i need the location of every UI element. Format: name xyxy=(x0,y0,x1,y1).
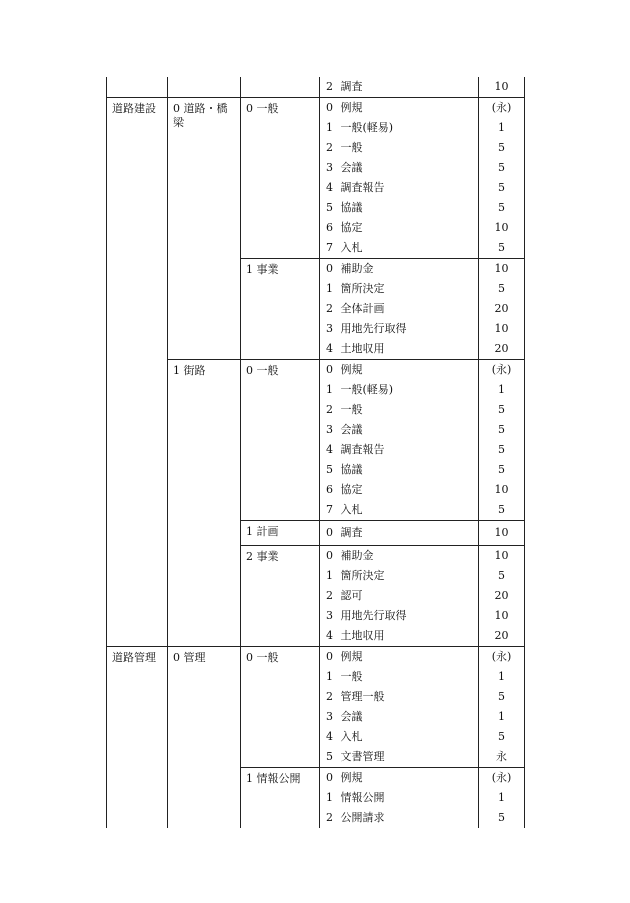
retention-cell: 1 xyxy=(479,667,525,687)
item-name: 箇所決定 xyxy=(340,282,385,295)
category-cell xyxy=(241,521,320,546)
item-code: 1 xyxy=(326,569,333,582)
item-cell xyxy=(320,521,479,546)
item-cell xyxy=(320,238,479,259)
item-name: 認可 xyxy=(340,589,363,602)
item-code: 4 xyxy=(326,342,333,355)
item-code: 3 xyxy=(326,710,333,723)
category-cell xyxy=(241,360,320,521)
item-name: 調査 xyxy=(340,526,363,539)
retention-cell: 20 xyxy=(479,626,525,647)
item-cell xyxy=(320,198,479,218)
item-cell xyxy=(320,747,479,768)
retention-cell: 10 xyxy=(479,77,525,98)
item-cell xyxy=(320,480,479,500)
item-cell xyxy=(320,788,479,808)
item-name: 例規 xyxy=(340,771,363,784)
item-cell xyxy=(320,687,479,707)
item-code: 2 xyxy=(326,403,333,416)
item-cell xyxy=(320,158,479,178)
item-code: 2 xyxy=(326,690,333,703)
item-code: 0 xyxy=(326,771,333,784)
item-name: 入札 xyxy=(340,730,363,743)
item-name: 文書管理 xyxy=(340,750,385,763)
item-name: 土地収用 xyxy=(340,629,385,642)
retention-cell: 20 xyxy=(479,299,525,319)
retention-cell: 5 xyxy=(479,500,525,521)
retention-cell: (永) xyxy=(479,98,525,119)
item-code: 0 xyxy=(326,549,333,562)
subgroup-code: 0 xyxy=(173,102,180,115)
retention-cell: (永) xyxy=(479,647,525,668)
category-cell xyxy=(241,259,320,360)
item-code: 7 xyxy=(326,503,333,516)
category-cell xyxy=(241,647,320,768)
item-cell xyxy=(320,218,479,238)
retention-cell: 5 xyxy=(479,178,525,198)
category-code: 0 xyxy=(246,102,253,115)
item-code: 4 xyxy=(326,443,333,456)
category-cell xyxy=(241,77,320,98)
retention-cell: 1 xyxy=(479,788,525,808)
item-code: 2 xyxy=(326,141,333,154)
retention-cell: 20 xyxy=(479,339,525,360)
item-code: 2 xyxy=(326,302,333,315)
item-cell xyxy=(320,566,479,586)
item-cell xyxy=(320,299,479,319)
item-code: 1 xyxy=(326,121,333,134)
item-name: 土地収用 xyxy=(340,342,385,355)
item-name: 調査報告 xyxy=(340,443,385,456)
category-name: 事業 xyxy=(256,550,279,563)
item-name: 一般(軽易) xyxy=(340,383,394,396)
section-cell xyxy=(107,77,168,98)
item-cell xyxy=(320,279,479,299)
item-name: 一般 xyxy=(340,670,363,683)
item-code: 1 xyxy=(326,282,333,295)
retention-cell: 5 xyxy=(479,420,525,440)
category-cell xyxy=(241,768,320,829)
item-name: 例規 xyxy=(340,363,363,376)
item-cell xyxy=(320,606,479,626)
continuation-row xyxy=(107,77,525,98)
item-name: 例規 xyxy=(340,650,363,663)
item-code: 4 xyxy=(326,629,333,642)
item-cell xyxy=(320,500,479,521)
item-name: 補助金 xyxy=(340,262,374,275)
item-code: 0 xyxy=(326,363,333,376)
item-code: 2 xyxy=(326,589,333,602)
item-name: 例規 xyxy=(340,101,363,114)
item-cell xyxy=(320,546,479,567)
category-code: 1 xyxy=(246,772,253,785)
item-code: 2 xyxy=(326,811,333,824)
item-cell xyxy=(320,360,479,381)
retention-cell: 5 xyxy=(479,158,525,178)
category-code: 1 xyxy=(246,263,253,276)
item-name: 用地先行取得 xyxy=(340,609,407,622)
item-cell xyxy=(320,380,479,400)
retention-cell: 20 xyxy=(479,586,525,606)
item-name: 一般(軽易) xyxy=(340,121,394,134)
retention-cell: 5 xyxy=(479,687,525,707)
retention-cell: 1 xyxy=(479,118,525,138)
retention-cell: 5 xyxy=(479,566,525,586)
retention-cell: 1 xyxy=(479,707,525,727)
item-code: 1 xyxy=(326,670,333,683)
retention-cell: 5 xyxy=(479,138,525,158)
item-name: 情報公開 xyxy=(340,791,385,804)
subgroup-cell xyxy=(168,77,241,98)
retention-cell: 10 xyxy=(479,259,525,280)
item-code: 3 xyxy=(326,609,333,622)
item-code: 1 xyxy=(326,791,333,804)
item-cell xyxy=(320,77,479,98)
category-code: 1 xyxy=(246,525,253,538)
item-name: 管理一般 xyxy=(340,690,385,703)
item-cell xyxy=(320,138,479,158)
item-code: 4 xyxy=(326,181,333,194)
item-name: 入札 xyxy=(340,503,363,516)
subgroup-cell xyxy=(168,360,241,647)
table-row xyxy=(107,647,525,668)
item-name: 一般 xyxy=(340,403,363,416)
item-cell xyxy=(320,808,479,828)
item-code: 5 xyxy=(326,750,333,763)
item-code: 0 xyxy=(326,526,333,539)
item-code: 5 xyxy=(326,201,333,214)
item-cell xyxy=(320,420,479,440)
section-name: 道路建設 xyxy=(107,98,168,647)
category-name: 一般 xyxy=(256,651,279,664)
retention-cell: 10 xyxy=(479,521,525,546)
retention-cell: 10 xyxy=(479,319,525,339)
item-code: 0 xyxy=(326,101,333,114)
subgroup-name: 道路・橋梁 xyxy=(173,102,228,129)
item-name: 協定 xyxy=(340,483,363,496)
item-name: 補助金 xyxy=(340,549,374,562)
retention-cell: (永) xyxy=(479,768,525,789)
subgroup-name: 街路 xyxy=(183,364,206,377)
category-name: 一般 xyxy=(256,102,279,115)
item-cell xyxy=(320,118,479,138)
subgroup-cell xyxy=(168,647,241,829)
retention-cell: 10 xyxy=(479,546,525,567)
item-name: 調査 xyxy=(340,80,363,93)
item-code: 6 xyxy=(326,221,333,234)
subgroup-code: 0 xyxy=(173,651,180,664)
item-code: 3 xyxy=(326,423,333,436)
retention-cell: 1 xyxy=(479,380,525,400)
retention-cell: 5 xyxy=(479,279,525,299)
retention-cell: 5 xyxy=(479,460,525,480)
category-code: 0 xyxy=(246,364,253,377)
item-cell xyxy=(320,727,479,747)
item-code: 1 xyxy=(326,383,333,396)
retention-cell: 5 xyxy=(479,440,525,460)
item-code: 3 xyxy=(326,161,333,174)
item-name: 会議 xyxy=(340,161,363,174)
category-cell xyxy=(241,546,320,647)
item-cell xyxy=(320,319,479,339)
retention-cell: 10 xyxy=(479,606,525,626)
item-name: 協定 xyxy=(340,221,363,234)
category-code: 0 xyxy=(246,651,253,664)
category-name: 情報公開 xyxy=(256,772,301,785)
category-name: 計画 xyxy=(256,525,279,538)
item-cell xyxy=(320,178,479,198)
item-cell xyxy=(320,707,479,727)
item-cell xyxy=(320,647,479,668)
item-name: 入札 xyxy=(340,241,363,254)
subgroup-name: 管理 xyxy=(183,651,206,664)
item-code: 6 xyxy=(326,483,333,496)
item-cell xyxy=(320,400,479,420)
category-cell xyxy=(241,98,320,259)
category-name: 一般 xyxy=(256,364,279,377)
item-cell xyxy=(320,667,479,687)
category-name: 事業 xyxy=(256,263,279,276)
retention-cell: 5 xyxy=(479,808,525,828)
item-name: 一般 xyxy=(340,141,363,154)
item-name: 公開請求 xyxy=(340,811,385,824)
table-row xyxy=(107,360,525,381)
retention-cell: 10 xyxy=(479,218,525,238)
item-cell xyxy=(320,460,479,480)
item-code: 0 xyxy=(326,650,333,663)
item-name: 調査報告 xyxy=(340,181,385,194)
item-name: 箇所決定 xyxy=(340,569,385,582)
item-cell xyxy=(320,768,479,789)
table-body xyxy=(107,77,525,828)
item-name: 全体計画 xyxy=(340,302,385,315)
item-name: 会議 xyxy=(340,710,363,723)
item-code: 0 xyxy=(326,262,333,275)
item-name: 会議 xyxy=(340,423,363,436)
item-cell xyxy=(320,98,479,119)
item-code: 3 xyxy=(326,322,333,335)
subgroup-cell xyxy=(168,98,241,360)
item-code: 2 xyxy=(326,80,333,93)
item-cell xyxy=(320,339,479,360)
retention-schedule-table xyxy=(106,77,525,828)
item-name: 協議 xyxy=(340,463,363,476)
item-cell xyxy=(320,259,479,280)
item-name: 用地先行取得 xyxy=(340,322,407,335)
retention-cell: 5 xyxy=(479,727,525,747)
retention-cell: 10 xyxy=(479,480,525,500)
item-code: 5 xyxy=(326,463,333,476)
retention-cell: 5 xyxy=(479,198,525,218)
item-code: 4 xyxy=(326,730,333,743)
item-cell xyxy=(320,586,479,606)
category-code: 2 xyxy=(246,550,253,563)
subgroup-code: 1 xyxy=(173,364,180,377)
retention-cell: 5 xyxy=(479,400,525,420)
section-name: 道路管理 xyxy=(107,647,168,829)
item-code: 7 xyxy=(326,241,333,254)
retention-cell: 5 xyxy=(479,238,525,259)
table-row xyxy=(107,98,525,119)
item-cell xyxy=(320,440,479,460)
retention-cell: 永 xyxy=(479,747,525,768)
retention-cell: (永) xyxy=(479,360,525,381)
item-name: 協議 xyxy=(340,201,363,214)
item-cell xyxy=(320,626,479,647)
